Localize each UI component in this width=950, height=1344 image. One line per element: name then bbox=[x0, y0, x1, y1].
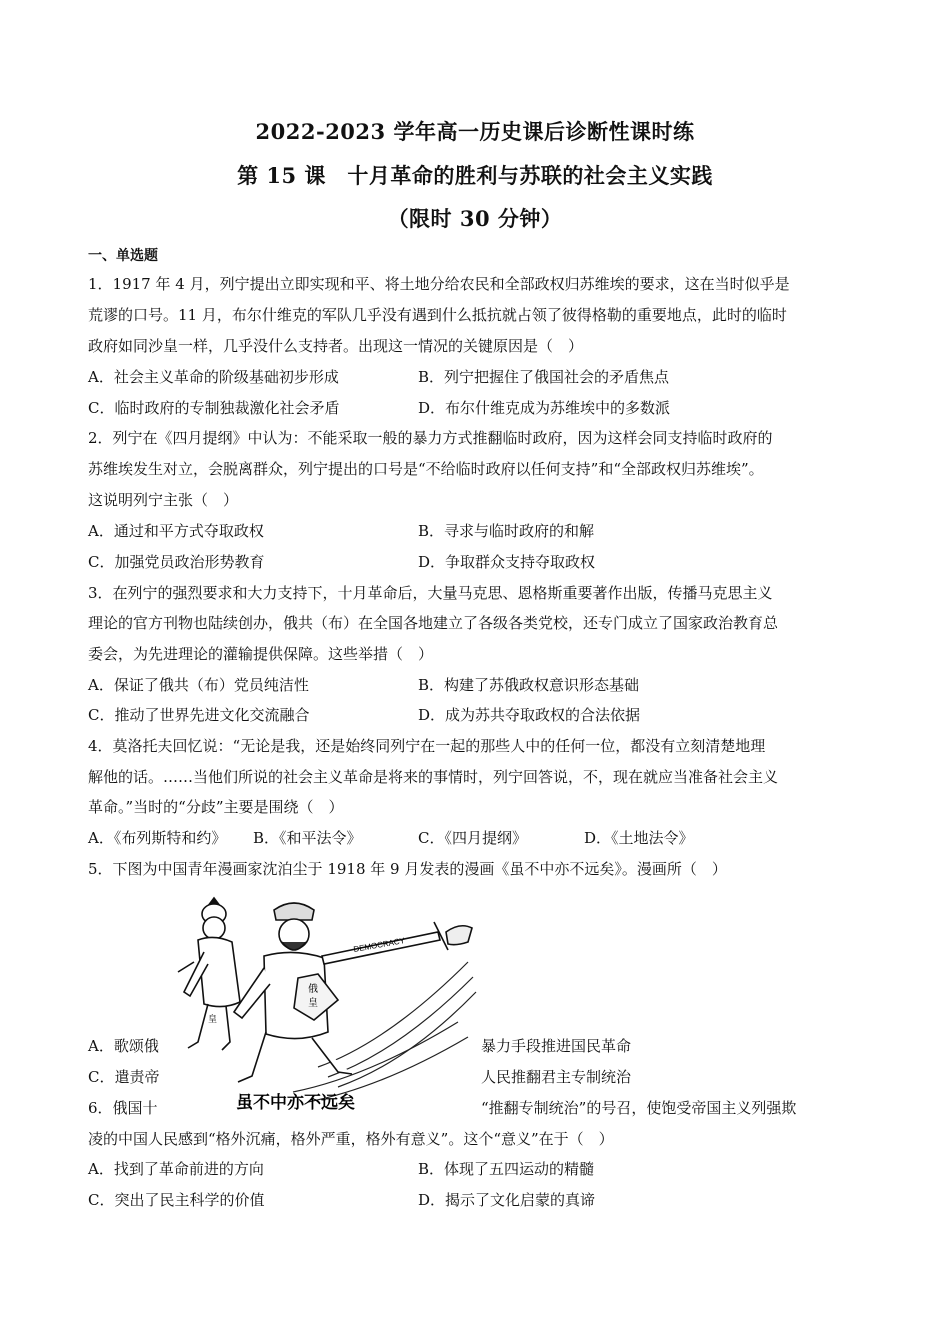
question-2-line: 2．列宁在《四月提纲》中认为：不能采取一般的暴力方式推翻临时政府，因为这样会同支持临时政府的 bbox=[88, 429, 773, 447]
question-2-option-c[interactable]: C．加强党员政治形势教育 bbox=[88, 553, 265, 571]
question-1-option-c[interactable]: C．临时政府的专制独裁激化社会矛盾 bbox=[88, 399, 340, 417]
banner-text: DEMOCRACY bbox=[352, 936, 406, 954]
time-limit: （限时 30 分钟） bbox=[387, 206, 563, 231]
question-3-line: 3．在列宁的强烈要求和大力支持下，十月革命后，大量马克思、恩格斯重要著作出版，传播马克思主义 bbox=[88, 584, 773, 602]
question-5-option-c[interactable]: C．遣责帝 bbox=[88, 1068, 160, 1086]
question-6-option-b[interactable]: B．体现了五四运动的精髓 bbox=[418, 1160, 595, 1178]
question-5-option-a[interactable]: A．歌颂俄 bbox=[88, 1037, 159, 1055]
question-4-line: 4．莫洛托夫回忆说：“无论是我，还是始终同列宁在一起的那些人中的任何一位，都没有立刻清楚地理 bbox=[88, 737, 766, 755]
question-5-option-d-partial[interactable]: 人民推翻君主专制统治 bbox=[481, 1068, 632, 1086]
question-4-option-c[interactable]: C．《四月提纲》 bbox=[418, 829, 527, 847]
figure-label: 皇 bbox=[208, 1015, 218, 1025]
question-6-option-a[interactable]: A．找到了革命前进的方向 bbox=[88, 1160, 264, 1178]
question-3-option-d[interactable]: D．成为苏共夺取政权的合法依据 bbox=[418, 706, 641, 724]
question-4-option-a[interactable]: A．《布列斯特和约》 bbox=[88, 829, 227, 847]
question-3-line: 委会，为先进理论的灌输提供保障。这些举措（ ） bbox=[88, 645, 434, 663]
question-2-option-a[interactable]: A．通过和平方式夺取政权 bbox=[88, 522, 264, 540]
badge-text-top: 俄 bbox=[308, 984, 318, 995]
question-4-line: 革命。”当时的“分歧”主要是围绕（ ） bbox=[88, 798, 344, 816]
question-2-line: 这说明列宁主张（ ） bbox=[88, 491, 239, 509]
question-1-option-d[interactable]: D．布尔什维克成为苏维埃中的多数派 bbox=[418, 399, 671, 417]
question-5-line: 5．下图为中国青年漫画家沈泊尘于 1918 年 9 月发表的漫画《虽不中亦不远矣》。漫画所（ ） bbox=[88, 860, 727, 878]
section-heading: 一、单选题 bbox=[88, 248, 158, 264]
question-6-option-c[interactable]: C．突出了民主科学的价值 bbox=[88, 1191, 265, 1209]
question-1-option-a[interactable]: A．社会主义革命的阶级基础初步形成 bbox=[88, 368, 339, 386]
question-3-option-a[interactable]: A．保证了俄共（布）党员纯洁性 bbox=[88, 676, 309, 694]
question-1-line: 政府如同沙皇一样，几乎没什么支持者。出现这一情况的关键原因是（ ） bbox=[88, 337, 584, 355]
question-3-option-b[interactable]: B．构建了苏俄政权意识形态基础 bbox=[418, 676, 640, 694]
page-title: 2022-2023 学年高一历史课后诊断性课时练 bbox=[255, 119, 695, 144]
badge-text-bottom: 皇 bbox=[308, 998, 318, 1009]
cartoon-caption: 虽不中亦不远矣 bbox=[236, 1093, 355, 1113]
question-2-option-b[interactable]: B．寻求与临时政府的和解 bbox=[418, 522, 595, 540]
question-4-option-b[interactable]: B．《和平法令》 bbox=[253, 829, 362, 847]
cartoon-illustration bbox=[168, 892, 480, 1122]
lesson-title: 第 15 课 十月革命的胜利与苏联的社会主义实践 bbox=[237, 163, 713, 188]
question-5-option-b-partial[interactable]: 暴力手段推进国民革命 bbox=[481, 1037, 632, 1055]
question-1-line: 荒谬的口号。11 月，布尔什维克的军队几乎没有遇到什么抵抗就占领了彼得格勒的重要地点，此时的临时 bbox=[88, 306, 787, 324]
question-2-line: 苏维埃发生对立，会脱离群众，列宁提出的口号是“不给临时政府以任何支持”和“全部政权归苏维埃”。 bbox=[88, 460, 764, 478]
question-2-option-d[interactable]: D．争取群众支持夺取政权 bbox=[418, 553, 596, 571]
question-6-line: 6．俄国十 bbox=[88, 1099, 158, 1117]
question-4-option-d[interactable]: D．《土地法令》 bbox=[584, 829, 694, 847]
question-3-line: 理论的官方刊物也陆续创办，俄共（布）在全国各地建立了各级各类党校，还专门成立了国家政治教育总 bbox=[88, 614, 779, 632]
question-6-line: 凌的中国人民感到“格外沉痛，格外严重，格外有意义”。这个“意义”在于（ ） bbox=[88, 1130, 614, 1148]
question-1-line: 1．1917 年 4 月，列宁提出立即实现和平、将土地分给农民和全部政权归苏维埃的要求，这在当时似乎是 bbox=[88, 275, 790, 293]
question-3-option-c[interactable]: C．推动了世界先进文化交流融合 bbox=[88, 706, 310, 724]
question-4-line: 解他的话。……当他们所说的社会主义革命是将来的事情时，列宁回答说，不，现在就应当准备社会主义 bbox=[88, 768, 779, 786]
question-6-line-continued: “推翻专制统治”的号召，使饱受帝国主义列强欺 bbox=[481, 1099, 797, 1117]
question-6-option-d[interactable]: D．揭示了文化启蒙的真谛 bbox=[418, 1191, 596, 1209]
question-1-option-b[interactable]: B．列宁把握住了俄国社会的矛盾焦点 bbox=[418, 368, 670, 386]
